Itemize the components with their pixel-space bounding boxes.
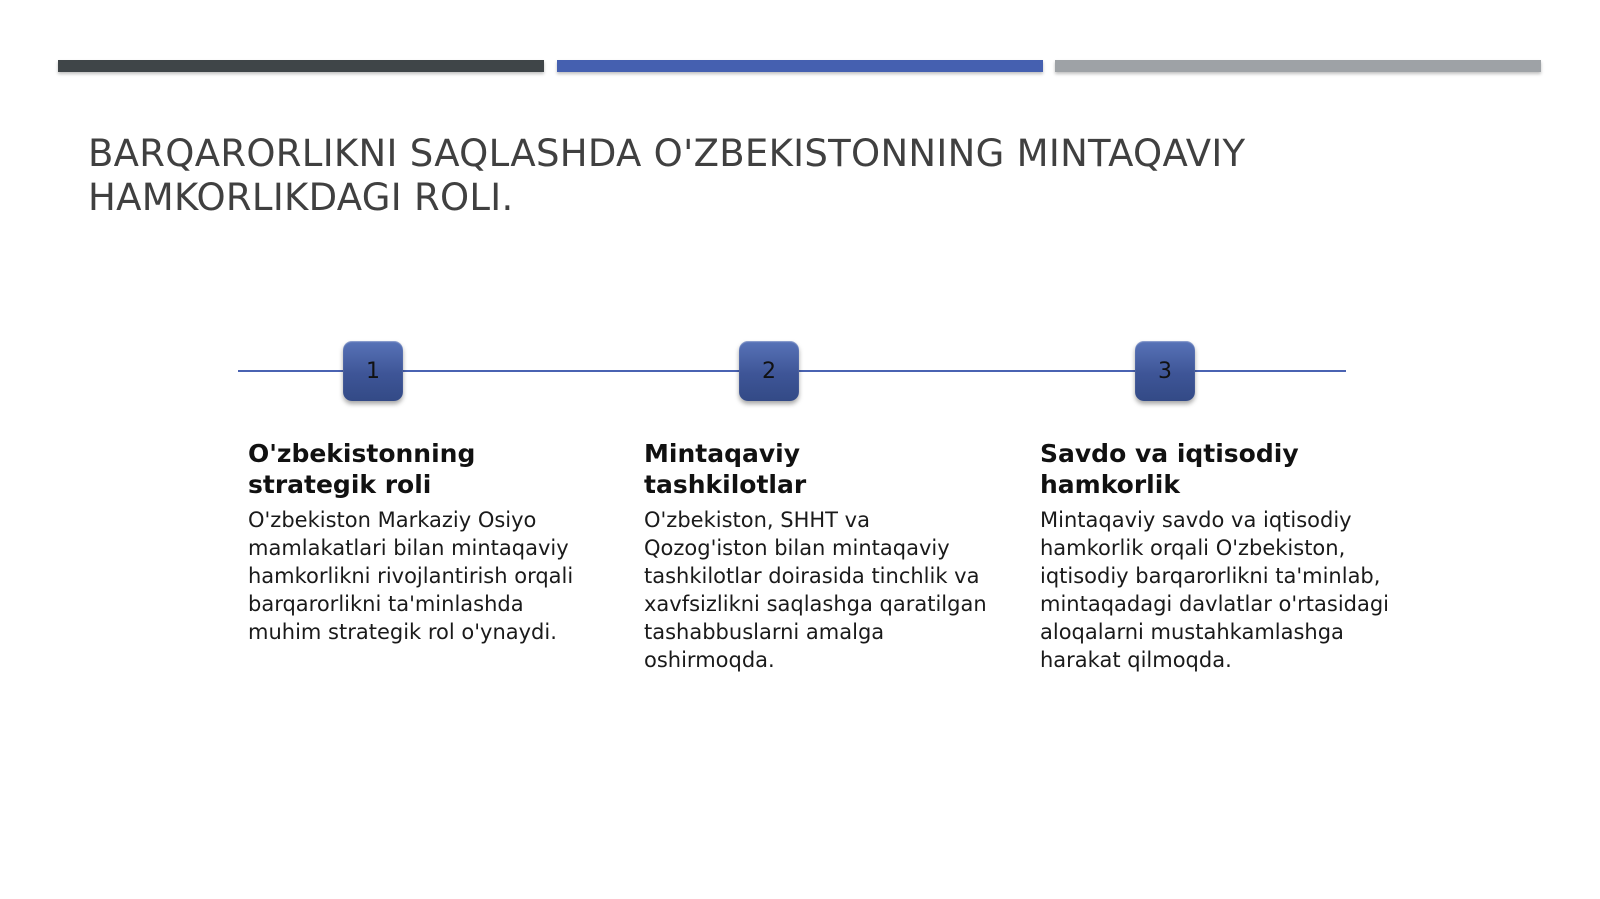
- top-accent-bar-blue: [557, 60, 1043, 72]
- timeline-marker-1: [343, 341, 403, 401]
- step-description: O'zbekiston Markaziy Osiyo mamlakatlari bilan mintaqaviy hamkorlikni rivojlantirish orqali barqarorlikni ta'minlashda muhim strategik rol o'ynaydi.: [248, 508, 574, 644]
- step-heading: Savdo va iqtisodiy hamkorlik: [1040, 439, 1299, 499]
- marker-number: 2: [762, 358, 776, 384]
- marker-number: 3: [1158, 358, 1172, 384]
- top-accent-bar-dark: [58, 60, 544, 72]
- step-heading: O'zbekistonning strategik roli: [248, 439, 476, 499]
- timeline-step-3: [1040, 438, 1390, 674]
- timeline-marker-3: [1135, 341, 1195, 401]
- step-description: O'zbekiston, SHHT va Qozog'iston bilan mintaqaviy tashkilotlar doirasida tinchlik va xavfsizlikni saqlashga qaratilgan tashabbuslarni amalga oshirmoqda.: [644, 508, 987, 672]
- top-accent-bar-gray: [1055, 60, 1541, 72]
- step-description: Mintaqaviy savdo va iqtisodiy hamkorlik orqali O'zbekiston, iqtisodiy barqarorlikni ta'minlab, mintaqadagi davlatlar o'rtasidagi aloqalarni mustahkamlashga harakat qilmoqda.: [1040, 508, 1390, 672]
- slide-title: BARQARORLIKNI SAQLASHDA O'ZBEKISTONNING MINTAQAVIY HAMKORLIKDAGI ROLI.: [88, 132, 1246, 219]
- timeline-marker-2: [739, 341, 799, 401]
- step-heading: Mintaqaviy tashkilotlar: [644, 439, 807, 499]
- marker-number: 1: [366, 358, 380, 384]
- timeline-step-1: [248, 438, 598, 646]
- timeline-step-2: [644, 438, 994, 674]
